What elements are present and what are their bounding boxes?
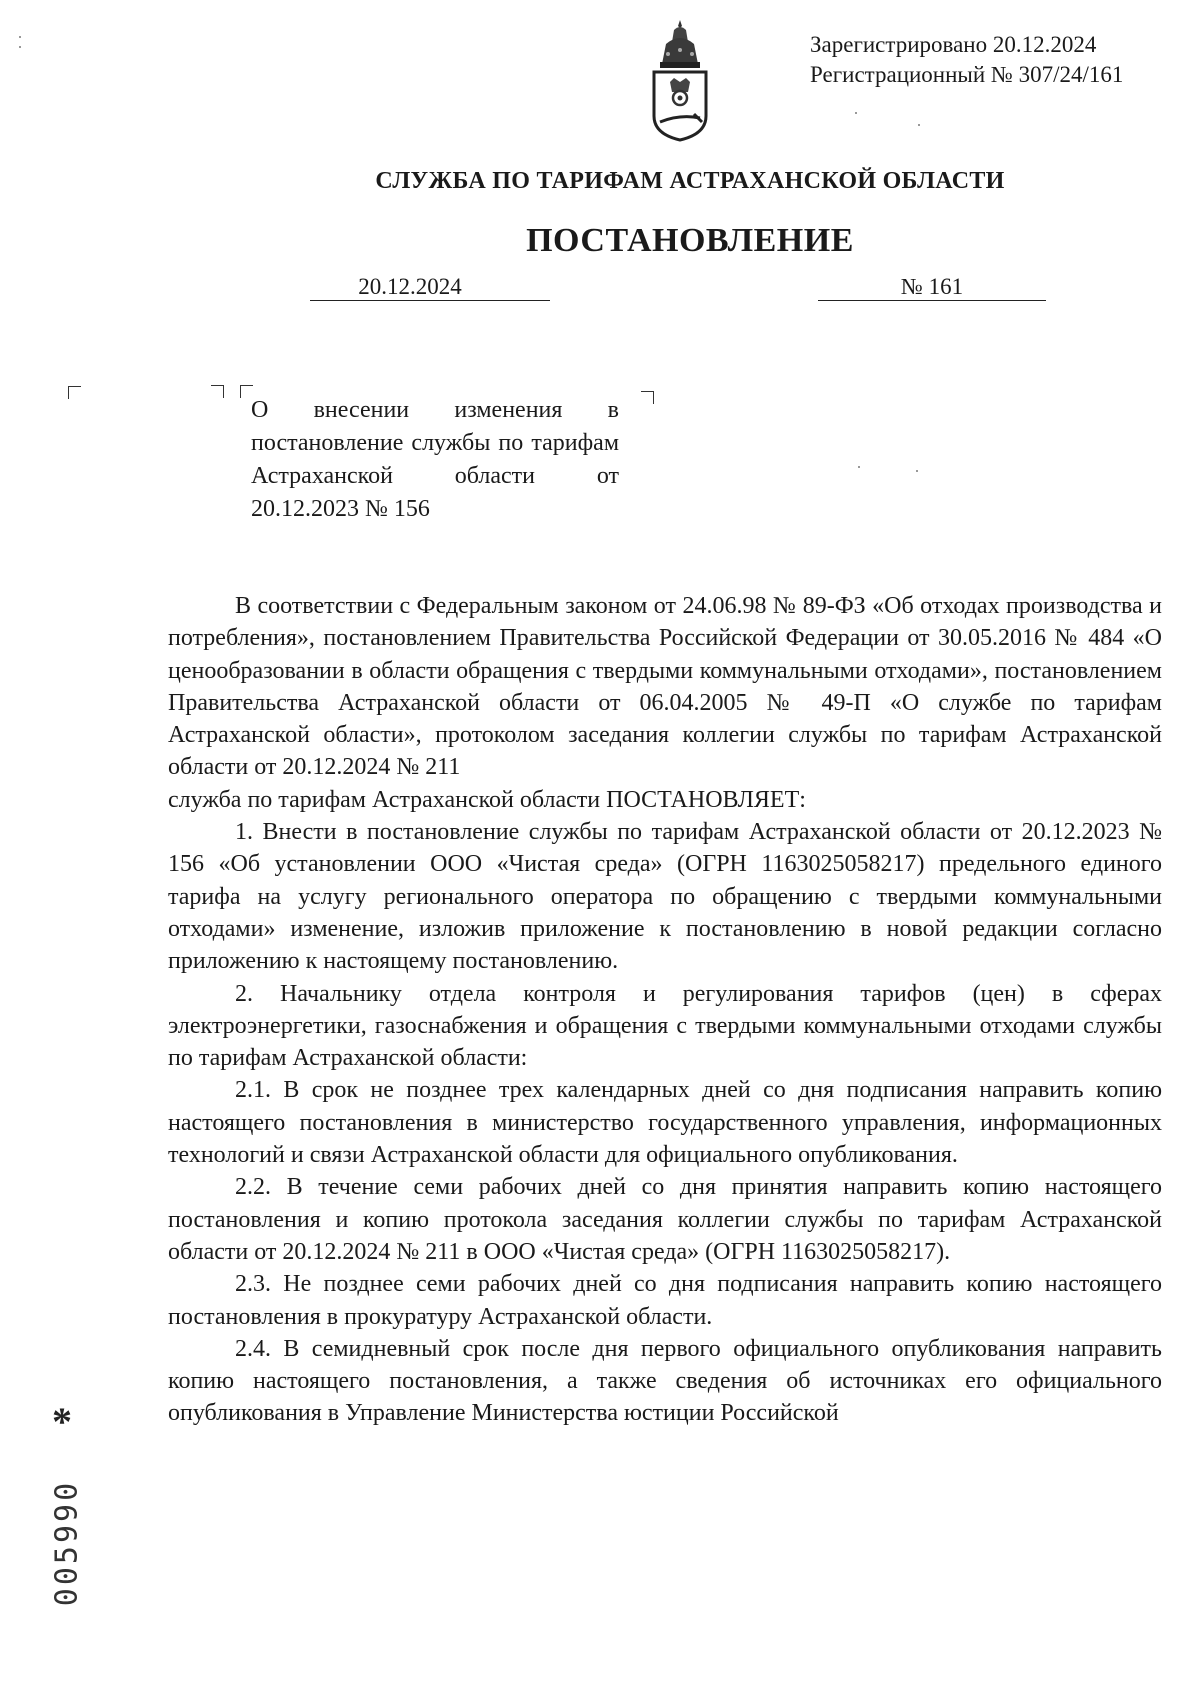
document-number: № 161 <box>818 274 1046 301</box>
resolution-line: служба по тарифам Астраханской области ПОСТАНОВЛЯЕТ: <box>168 786 806 813</box>
document-date-value: 20.12.2024 <box>358 274 462 299</box>
clause-1: 1. Внести в постановление службы по тарифам Астраханской области от 20.12.2023 № 156 «Об установлении ООО «Чистая среда» (ОГРН 1163025058217) предельного единого тарифа на услугу регионального оператора по обращению с твердыми коммунальными отходами» изменение, изложив приложение к постановлению в новой редакции согласно приложению к настоящему постановлению. <box>168 819 1162 975</box>
corner-mark <box>641 391 654 404</box>
scan-speck <box>19 36 21 38</box>
document-subject: О внесении изменения в постановление службы по тарифам Астраханской области от 20.12.2023 № 156 <box>251 397 619 522</box>
document-date <box>310 274 550 301</box>
organization-name: СЛУЖБА ПО ТАРИФАМ АСТРАХАНСКОЙ ОБЛАСТИ <box>375 168 1005 194</box>
clause-2-2: 2.2. В течение семи рабочих дней со дня принятия направить копию настоящего постановления и копию протокола заседания коллегии службы по тарифам Астраханской области от 20.12.2024 № 211 в ООО «Чистая среда» (ОГРН 1163025058217). <box>168 1174 1162 1265</box>
registration-date: Зарегистрировано 20.12.2024 <box>810 32 1097 57</box>
astrakhan-coat-of-arms-icon <box>644 18 716 144</box>
clause-2-4: 2.4. В семидневный срок после дня первого официального опубликования направить копию настоящего постановления, а также сведения об источниках его официального опубликования в Управление Министерства юстиции Российской <box>168 1335 1162 1427</box>
document-body <box>168 590 1162 1430</box>
clause-2-1: 2.1. В срок не позднее трех календарных дней со дня подписания направить копию настоящего постановления в министерство государственного управления, информационных технологий и связи Астраханской области для официального опубликования. <box>168 1077 1162 1169</box>
registration-number: Регистрационный № 307/24/161 <box>810 62 1124 87</box>
corner-mark <box>211 385 224 398</box>
scan-speck <box>19 46 21 48</box>
corner-mark <box>68 386 81 399</box>
registration-stamp <box>810 30 1123 90</box>
scan-speck <box>918 124 920 126</box>
preamble-paragraph: В соответствии с Федеральным законом от 24.06.98 № 89-ФЗ «Об отходах производства и потребления», постановлением Правительства Российской Федерации от 30.05.2016 № 484 «О ценообразовании в области обращения с твердыми коммунальными отходами», постановлением Правительства Астраханской области от 06.04.2005 № 49-П «О службе по тарифам Астраханской области», протоколом заседания коллегии службы по тарифам Астраханской области от 20.12.2024 № 211 <box>168 593 1162 781</box>
margin-asterisk: * <box>52 1399 72 1444</box>
scan-speck <box>855 112 857 114</box>
clause-2: 2. Начальнику отдела контроля и регулирования тарифов (цен) в сферах электроэнергетики, газоснабжения и обращения с твердыми коммунальными отходами службы по тарифам Астраханской области: <box>168 980 1162 1072</box>
scan-speck <box>858 466 860 468</box>
clause-2-3: 2.3. Не позднее семи рабочих дней со дня подписания направить копию настоящего постановления в прокуратуру Астраханской области. <box>168 1271 1162 1330</box>
document-type: ПОСТАНОВЛЕНИЕ <box>526 222 854 259</box>
margin-stamp-number <box>40 1479 94 1607</box>
margin-stamp-number-text: 005990 <box>49 1479 85 1607</box>
scan-speck <box>916 470 918 472</box>
